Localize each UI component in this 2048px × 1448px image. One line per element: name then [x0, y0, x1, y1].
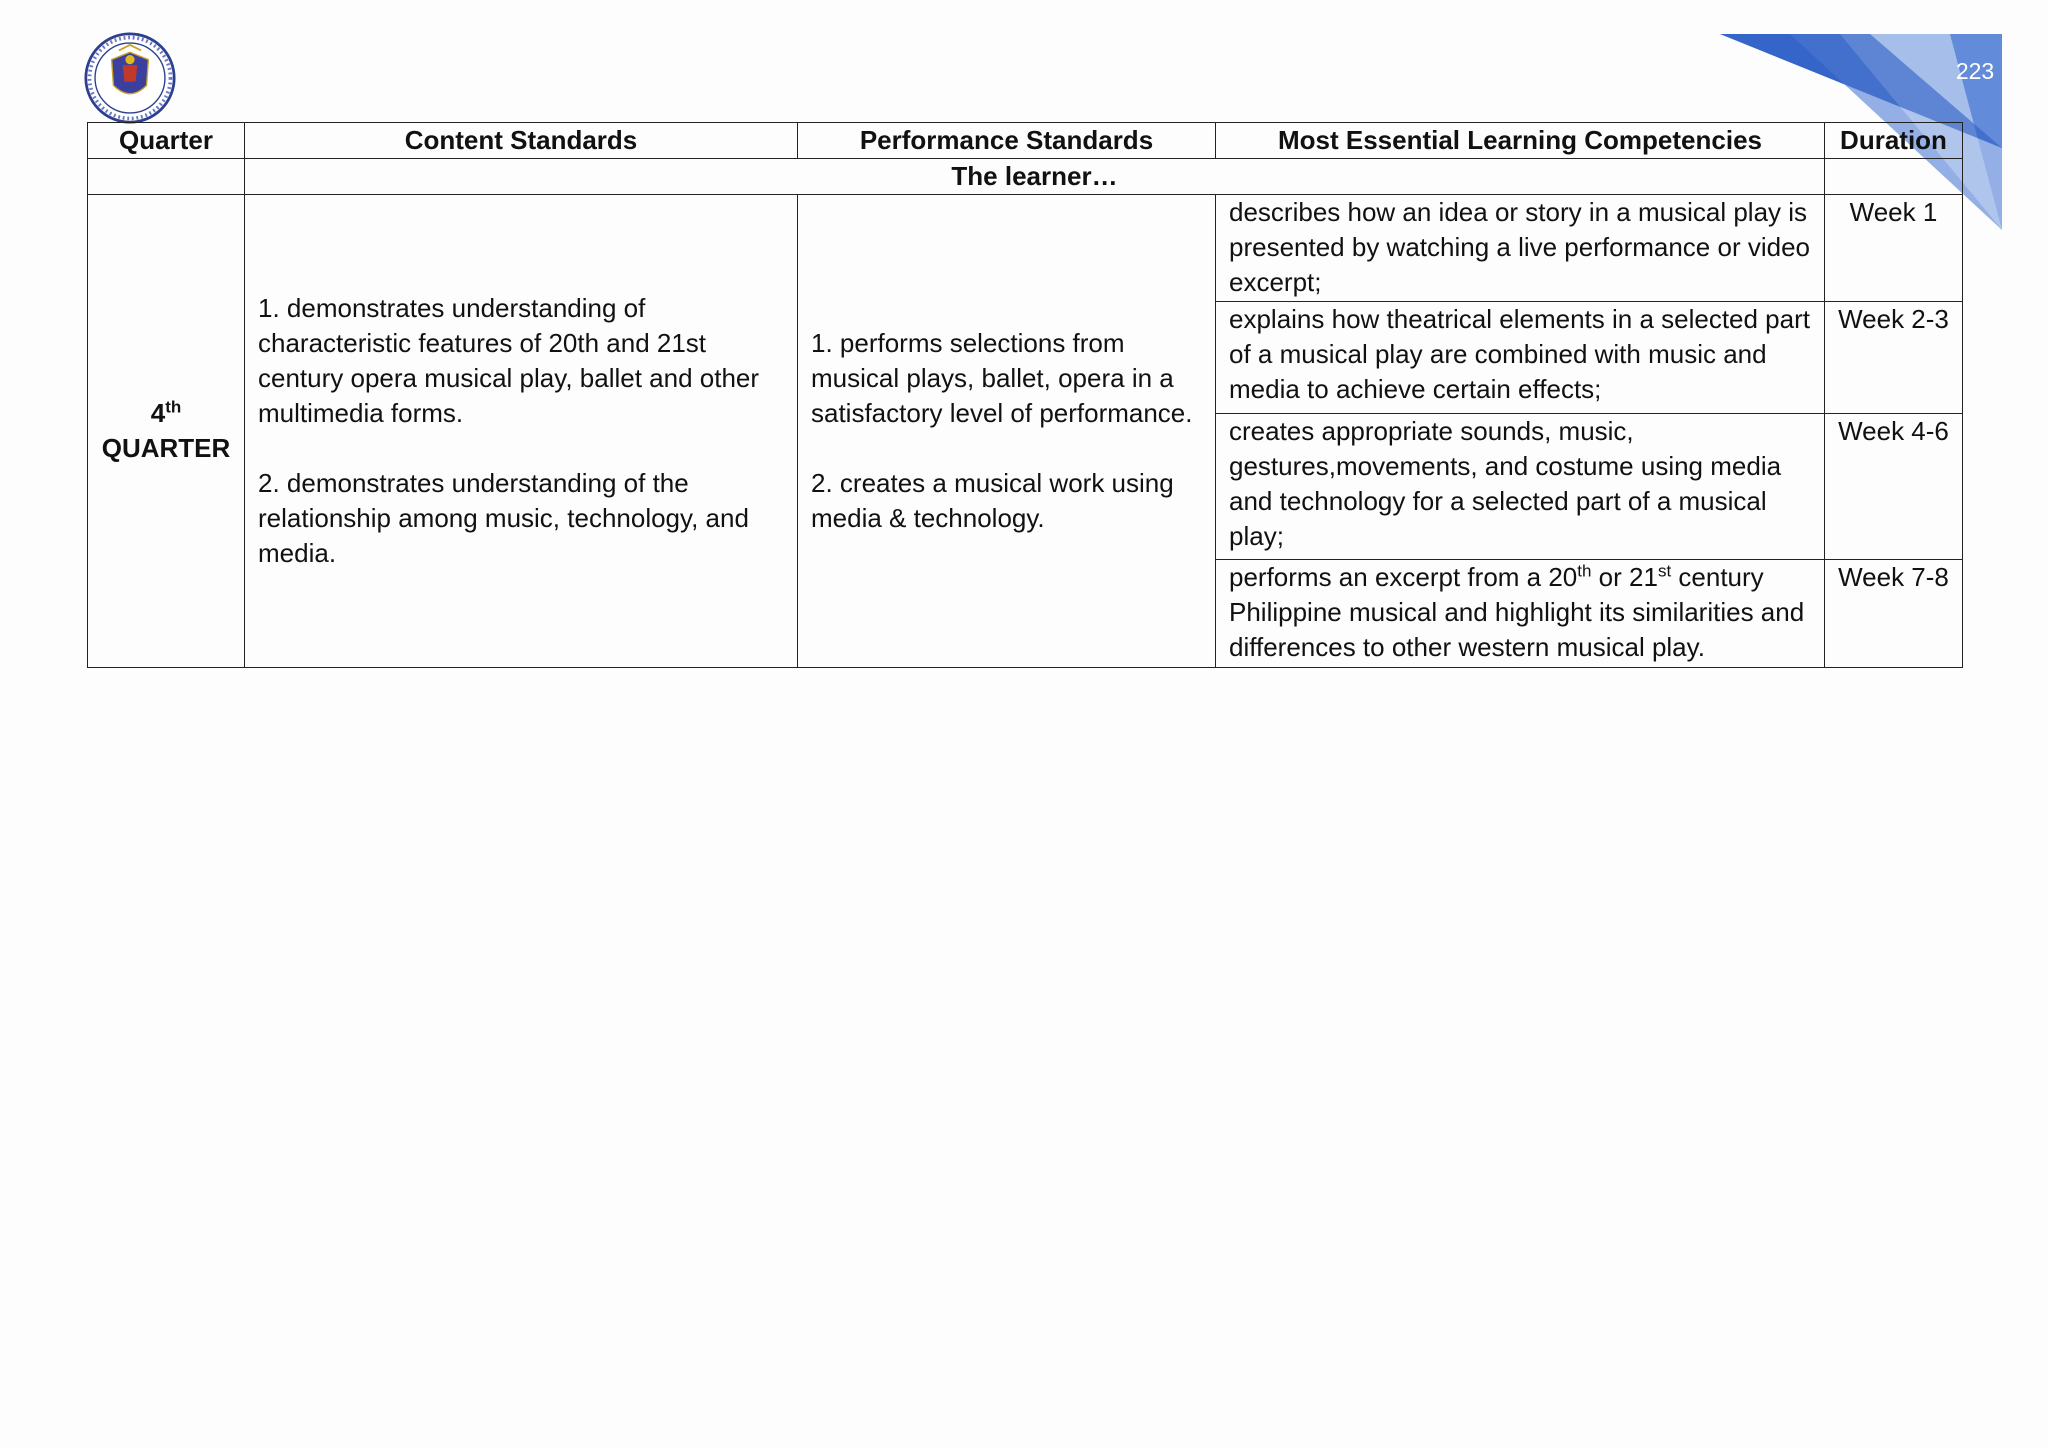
quarter-cell: [88, 195, 245, 668]
header-content-standards: Content Standards: [245, 123, 798, 159]
duration-3: Week 4-6: [1825, 414, 1963, 560]
competency-4-part-b: or 21: [1591, 562, 1658, 592]
melc-table: [87, 122, 1963, 668]
learner-label: The learner…: [245, 159, 1825, 195]
header-melc: Most Essential Learning Competencies: [1216, 123, 1825, 159]
header-quarter: Quarter: [88, 123, 245, 159]
competency-2: explains how theatrical elements in a selected part of a musical play are combined with music and media to achieve certain effects;: [1216, 302, 1825, 414]
performance-standard-1: 1. performs selections from musical plays, ballet, opera in a satisfactory level of performance.: [811, 328, 1193, 428]
competency-4-part-c: century Philippine musical and highlight its similarities and differences to other western musical play.: [1229, 562, 1805, 662]
quarter-number: 4: [150, 398, 166, 428]
competency-3: creates appropriate sounds, music, gestures,movements, and costume using media and technology for a selected part of a musical play;: [1216, 414, 1825, 560]
content-standard-2: 2. demonstrates understanding of the relationship among music, technology, and media.: [258, 468, 749, 568]
performance-standards-cell: [798, 195, 1216, 668]
header-row: [88, 123, 1963, 159]
learner-row: [88, 159, 1963, 195]
competency-1: describes how an idea or story in a musical play is presented by watching a live performance or video excerpt;: [1216, 195, 1825, 302]
competency-4: [1216, 560, 1825, 668]
content-standard-1: 1. demonstrates understanding of characteristic features of 20th and 21st century opera musical play, ballet and other multimedia forms.: [258, 293, 760, 428]
competency-4-part-a: performs an excerpt from a 20: [1229, 562, 1578, 592]
duration-4: Week 7-8: [1825, 560, 1963, 668]
deped-seal-logo: [84, 32, 176, 124]
header-duration: Duration: [1825, 123, 1963, 159]
table-row: [88, 195, 1963, 302]
quarter-number-wrap: [101, 396, 231, 431]
quarter-suffix: th: [165, 397, 182, 417]
quarter-label: QUARTER: [101, 433, 231, 463]
header-performance-standards: Performance Standards: [798, 123, 1216, 159]
page-number: 223: [1955, 58, 1995, 84]
content-standards-cell: [245, 195, 798, 668]
competency-4-sup-a: th: [1577, 561, 1592, 581]
learner-empty-right: [1825, 159, 1963, 195]
performance-standard-2: 2. creates a musical work using media & technology.: [811, 468, 1174, 533]
duration-1: Week 1: [1825, 195, 1963, 302]
learner-empty-left: [88, 159, 245, 195]
competency-4-sup-b: st: [1657, 561, 1672, 581]
duration-2: Week 2-3: [1825, 302, 1963, 414]
